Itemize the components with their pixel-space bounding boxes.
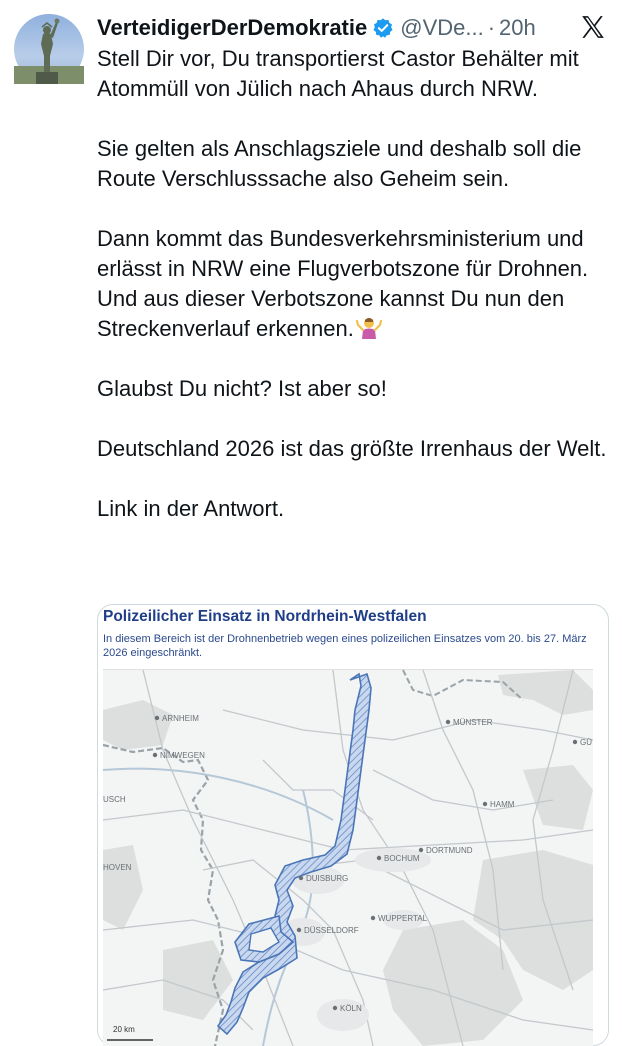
- city-dot-wuppertal: [371, 916, 375, 920]
- map-image[interactable]: [103, 669, 593, 1046]
- city-label-duisburg: DUISBURG: [306, 874, 349, 883]
- tweet-paragraph-3: [97, 224, 607, 344]
- city-dot-koeln: [333, 1006, 337, 1010]
- city-dot-guetersloh: [573, 740, 577, 744]
- city-label-arnheim: ARNHEIM: [162, 714, 199, 723]
- scale-label: 20 km: [113, 1025, 135, 1034]
- city-dot-bochum: [377, 856, 381, 860]
- city-dot-nimwegen: [153, 753, 157, 757]
- card-title: Polizeilicher Einsatz in Nordrhein-Westfalen: [103, 608, 427, 625]
- tweet-paragraph-1: Stell Dir vor, Du transportierst Castor Behälter mit Atommüll von Jülich nach Ahaus durch NRW.: [97, 46, 584, 101]
- timestamp[interactable]: 20h: [499, 15, 536, 40]
- map-svg: [103, 670, 593, 1046]
- city-label-duesseldorf: DÜSSELDORF: [304, 926, 359, 935]
- city-dot-hamm: [483, 802, 487, 806]
- city-dot-duisburg: [299, 876, 303, 880]
- rivers: [103, 769, 333, 1046]
- verified-badge-icon[interactable]: [372, 17, 394, 39]
- city-label-bochum: BOCHUM: [384, 854, 420, 863]
- city-label-usch: USCH: [103, 795, 126, 804]
- city-dot-dortmund: [419, 848, 423, 852]
- tweet-text: [97, 44, 607, 554]
- city-dot-arnheim: [155, 716, 159, 720]
- city-label-muenster: MÜNSTER: [453, 718, 493, 727]
- city-dot-muenster: [446, 720, 450, 724]
- separator-dot: ·: [487, 15, 496, 40]
- city-label-nimwegen: NIMWEGEN: [160, 751, 205, 760]
- tweet-paragraph-3-text: Dann kommt das Bundesverkehrsministerium und erlässt in NRW eine Flugverbotszone für Drohnen. Und aus dieser Verbotszone kannst Du nun den Streckenverlauf erkennen.: [97, 226, 595, 341]
- tweet-paragraph-6: Link in der Antwort.: [97, 496, 285, 521]
- city-label-guetersloh: GÜ: [580, 738, 592, 747]
- user-handle[interactable]: @VDe...: [400, 15, 484, 40]
- tweet-paragraph-4: Glaubst Du nicht? Ist aber so!: [97, 376, 387, 401]
- tweet-paragraph-5: Deutschland 2026 ist das größte Irrenhaus der Welt.: [97, 436, 607, 461]
- tweet-paragraph-2: Sie gelten als Anschlagsziele und deshalb soll die Route Verschlusssache also Geheim sein.: [97, 136, 588, 191]
- display-name[interactable]: VerteidigerDerDemokratie: [97, 15, 368, 40]
- tweet-header: [97, 12, 608, 44]
- city-label-hoven: HOVEN: [103, 863, 132, 872]
- statue-of-liberty-icon: [14, 14, 84, 84]
- city-label-dortmund: DORTMUND: [426, 846, 473, 855]
- card-description: In diesem Bereich ist der Drohnenbetrieb wegen eines polizeilichen Einsatzes vom 20. bis 27. März 2026 eingeschränkt.: [103, 633, 587, 659]
- city-label-wuppertal: WUPPERTAL: [378, 914, 428, 923]
- avatar[interactable]: [14, 14, 84, 84]
- media-card[interactable]: [97, 604, 609, 1046]
- person-shrugging-icon: [356, 315, 382, 341]
- map-scale-bar: [107, 1025, 153, 1040]
- city-dot-duesseldorf: [297, 928, 301, 932]
- city-label-hamm: HAMM: [490, 800, 515, 809]
- x-logo-icon[interactable]: [580, 14, 606, 40]
- city-label-koeln: KÖLN: [340, 1004, 362, 1013]
